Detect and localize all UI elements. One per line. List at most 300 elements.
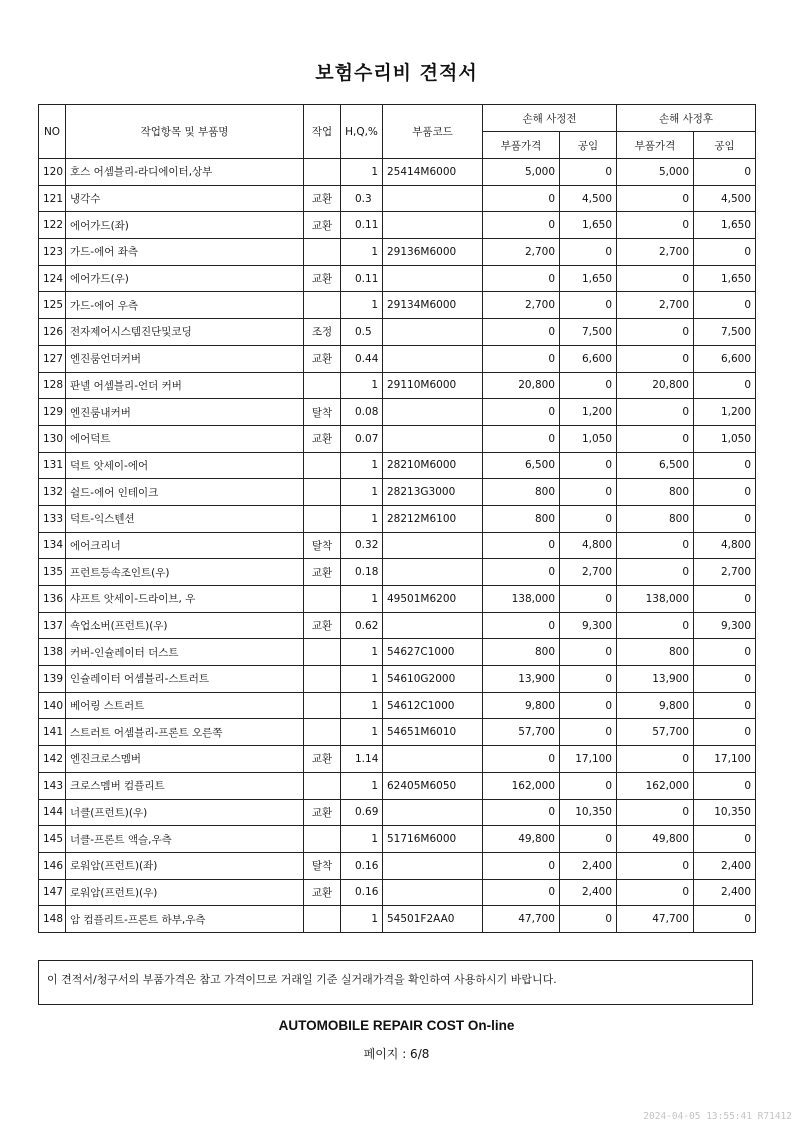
cell-before-labor: 0	[560, 372, 617, 399]
cell-hq: 1	[341, 586, 383, 613]
cell-after-part-price: 0	[617, 212, 694, 239]
cell-no: 134	[39, 532, 66, 559]
cell-item-name: 인슐레이터 어셈블리-스트러트	[66, 666, 304, 693]
cell-before-labor: 1,650	[560, 212, 617, 239]
cell-part-code	[383, 265, 483, 292]
header-before-assessment: 손해 사정전	[483, 105, 617, 132]
cell-hq: 0.08	[341, 399, 383, 426]
cell-before-part-price: 57,700	[483, 719, 560, 746]
cell-before-labor: 0	[560, 159, 617, 186]
cell-after-part-price: 5,000	[617, 159, 694, 186]
cell-before-labor: 0	[560, 906, 617, 933]
cell-after-labor: 1,200	[694, 399, 756, 426]
cell-before-part-price: 2,700	[483, 239, 560, 266]
cell-part-code	[383, 612, 483, 639]
cell-part-code: 54612C1000	[383, 692, 483, 719]
cell-before-part-price: 0	[483, 319, 560, 346]
cell-item-name: 덕트-익스텐션	[66, 505, 304, 532]
cell-work: 교환	[304, 879, 341, 906]
page-number: 페이지 : 6/8	[363, 1047, 430, 1061]
table-row	[39, 212, 756, 239]
cell-item-name: 쇽업소버(프런트)(우)	[66, 612, 304, 639]
cell-after-labor: 17,100	[694, 746, 756, 773]
cell-item-name: 에어가드(좌)	[66, 212, 304, 239]
cell-before-part-price: 0	[483, 212, 560, 239]
cell-hq: 1	[341, 826, 383, 853]
cell-before-part-price: 0	[483, 559, 560, 586]
cell-no: 126	[39, 319, 66, 346]
header-before-part-price: 부품가격	[483, 132, 560, 159]
cell-item-name: 전자제어시스템진단및코딩	[66, 319, 304, 346]
cell-no: 145	[39, 826, 66, 853]
table-row	[39, 746, 756, 773]
cell-work: 교환	[304, 612, 341, 639]
header-work: 작업	[304, 105, 341, 159]
cell-work	[304, 692, 341, 719]
cell-part-code: 54501F2AA0	[383, 906, 483, 933]
cell-after-labor: 4,500	[694, 185, 756, 212]
cell-after-labor: 2,700	[694, 559, 756, 586]
table-row	[39, 425, 756, 452]
cell-part-code: 29134M6000	[383, 292, 483, 319]
table-row	[39, 692, 756, 719]
table-row	[39, 345, 756, 372]
cell-work	[304, 772, 341, 799]
cell-hq: 0.11	[341, 265, 383, 292]
cell-after-labor: 0	[694, 692, 756, 719]
cell-hq: 1	[341, 372, 383, 399]
cell-no: 140	[39, 692, 66, 719]
cell-item-name: 엔진룸내커버	[66, 399, 304, 426]
cell-item-name: 프런트등속조인트(우)	[66, 559, 304, 586]
cell-after-part-price: 2,700	[617, 292, 694, 319]
cell-no: 146	[39, 852, 66, 879]
cell-after-part-price: 0	[617, 265, 694, 292]
cell-hq: 0.18	[341, 559, 383, 586]
cell-after-labor: 9,300	[694, 612, 756, 639]
cell-part-code	[383, 399, 483, 426]
cell-item-name: 가드-에어 우측	[66, 292, 304, 319]
cell-after-labor: 0	[694, 479, 756, 506]
cell-no: 121	[39, 185, 66, 212]
cell-before-part-price: 9,800	[483, 692, 560, 719]
cell-before-part-price: 0	[483, 185, 560, 212]
cell-work	[304, 239, 341, 266]
table-row	[39, 292, 756, 319]
cell-after-labor: 0	[694, 372, 756, 399]
table-row	[39, 719, 756, 746]
cell-item-name: 로워암(프런트)(우)	[66, 879, 304, 906]
cell-work: 교환	[304, 265, 341, 292]
cell-no: 148	[39, 906, 66, 933]
cell-item-name: 스트러트 어셈블리-프론트 오른쪽	[66, 719, 304, 746]
cell-after-labor: 1,650	[694, 212, 756, 239]
cell-part-code	[383, 559, 483, 586]
table-row	[39, 505, 756, 532]
table-row	[39, 906, 756, 933]
cell-hq: 1	[341, 719, 383, 746]
cell-before-labor: 0	[560, 826, 617, 853]
cell-no: 120	[39, 159, 66, 186]
table-row	[39, 399, 756, 426]
cell-item-name: 너클(프런트)(우)	[66, 799, 304, 826]
cell-before-labor: 0	[560, 479, 617, 506]
table-row	[39, 852, 756, 879]
cell-after-part-price: 800	[617, 639, 694, 666]
cell-after-labor: 0	[694, 666, 756, 693]
cell-part-code	[383, 532, 483, 559]
cell-hq: 0.16	[341, 879, 383, 906]
cell-before-part-price: 47,700	[483, 906, 560, 933]
cell-item-name: 에어가드(우)	[66, 265, 304, 292]
cell-after-part-price: 800	[617, 505, 694, 532]
cell-no: 144	[39, 799, 66, 826]
footer-brand: AUTOMOBILE REPAIR COST On-line	[278, 1018, 515, 1033]
notice-text: 이 견적서/청구서의 부품가격은 참고 가격이므로 거래일 기준 실거래가격을 확인하여 사용하시기 바랍니다.	[47, 973, 557, 986]
cell-work	[304, 452, 341, 479]
cell-hq: 0.62	[341, 612, 383, 639]
cell-hq: 0.3	[341, 185, 383, 212]
cell-no: 123	[39, 239, 66, 266]
cell-before-labor: 1,200	[560, 399, 617, 426]
print-timestamp: 2024-04-05 13:55:41 R71412	[643, 1111, 792, 1122]
cell-after-part-price: 138,000	[617, 586, 694, 613]
cell-hq: 0.07	[341, 425, 383, 452]
cell-hq: 1	[341, 452, 383, 479]
cell-hq: 1	[341, 505, 383, 532]
cell-item-name: 엔진룸언더커버	[66, 345, 304, 372]
cell-after-part-price: 0	[617, 612, 694, 639]
cell-item-name: 냉각수	[66, 185, 304, 212]
cell-before-part-price: 800	[483, 639, 560, 666]
cell-after-part-price: 800	[617, 479, 694, 506]
table-row	[39, 826, 756, 853]
cell-work: 탈착	[304, 532, 341, 559]
table-row	[39, 559, 756, 586]
cell-work: 조정	[304, 319, 341, 346]
cell-after-part-price: 20,800	[617, 372, 694, 399]
cell-after-labor: 1,650	[694, 265, 756, 292]
table-row	[39, 319, 756, 346]
cell-no: 130	[39, 425, 66, 452]
cell-after-part-price: 49,800	[617, 826, 694, 853]
cell-before-part-price: 0	[483, 746, 560, 773]
cell-part-code	[383, 879, 483, 906]
cell-before-labor: 0	[560, 452, 617, 479]
cell-item-name: 쉴드-에어 인테이크	[66, 479, 304, 506]
cell-after-part-price: 0	[617, 852, 694, 879]
cell-before-labor: 1,650	[560, 265, 617, 292]
cell-after-labor: 0	[694, 452, 756, 479]
cell-after-labor: 0	[694, 239, 756, 266]
cell-item-name: 샤프트 앗세이-드라이브, 우	[66, 586, 304, 613]
cell-before-part-price: 20,800	[483, 372, 560, 399]
cell-item-name: 에어덕트	[66, 425, 304, 452]
cell-after-labor: 0	[694, 159, 756, 186]
header-item: 작업항목 및 부품명	[66, 105, 304, 159]
cell-before-part-price: 800	[483, 505, 560, 532]
cell-before-part-price: 0	[483, 852, 560, 879]
cell-after-labor: 0	[694, 586, 756, 613]
cell-part-code: 54627C1000	[383, 639, 483, 666]
cell-hq: 1	[341, 692, 383, 719]
cell-after-labor: 2,400	[694, 879, 756, 906]
cell-work: 교환	[304, 425, 341, 452]
document-title: 보험수리비 견적서	[315, 62, 478, 84]
cell-work	[304, 906, 341, 933]
cell-before-labor: 1,050	[560, 425, 617, 452]
table-row	[39, 799, 756, 826]
cell-after-part-price: 2,700	[617, 239, 694, 266]
cell-hq: 1	[341, 239, 383, 266]
cell-after-part-price: 0	[617, 879, 694, 906]
cell-after-labor: 6,600	[694, 345, 756, 372]
cell-before-labor: 0	[560, 505, 617, 532]
cell-item-name: 크로스멤버 컴플리트	[66, 772, 304, 799]
cell-part-code	[383, 319, 483, 346]
cell-after-part-price: 0	[617, 399, 694, 426]
cell-after-part-price: 0	[617, 425, 694, 452]
cell-no: 128	[39, 372, 66, 399]
table-row	[39, 159, 756, 186]
cell-hq: 0.69	[341, 799, 383, 826]
table-row	[39, 265, 756, 292]
cell-before-labor: 2,400	[560, 879, 617, 906]
cell-part-code: 28213G3000	[383, 479, 483, 506]
cell-hq: 0.16	[341, 852, 383, 879]
cell-before-labor: 0	[560, 666, 617, 693]
table-row	[39, 239, 756, 266]
cell-before-part-price: 0	[483, 532, 560, 559]
cell-after-part-price: 0	[617, 559, 694, 586]
cell-before-labor: 0	[560, 292, 617, 319]
cell-part-code	[383, 212, 483, 239]
cell-hq: 1	[341, 639, 383, 666]
cell-before-part-price: 0	[483, 425, 560, 452]
cell-after-labor: 0	[694, 772, 756, 799]
cell-after-part-price: 0	[617, 799, 694, 826]
cell-after-part-price: 13,900	[617, 666, 694, 693]
header-after-assessment: 손해 사정후	[617, 105, 756, 132]
cell-hq: 1	[341, 292, 383, 319]
header-after-part-price: 부품가격	[617, 132, 694, 159]
table-row	[39, 586, 756, 613]
cell-work: 탈착	[304, 852, 341, 879]
cell-no: 124	[39, 265, 66, 292]
estimate-rows	[39, 159, 756, 933]
cell-part-code: 29110M6000	[383, 372, 483, 399]
cell-part-code: 49501M6200	[383, 586, 483, 613]
cell-work	[304, 159, 341, 186]
cell-no: 147	[39, 879, 66, 906]
cell-work	[304, 372, 341, 399]
cell-no: 137	[39, 612, 66, 639]
cell-part-code: 25414M6000	[383, 159, 483, 186]
cell-after-part-price: 57,700	[617, 719, 694, 746]
cell-after-part-price: 162,000	[617, 772, 694, 799]
table-row	[39, 452, 756, 479]
cell-after-part-price: 0	[617, 185, 694, 212]
header-no: NO	[39, 105, 66, 159]
cell-before-labor: 9,300	[560, 612, 617, 639]
cell-hq: 1	[341, 906, 383, 933]
cell-after-part-price: 0	[617, 532, 694, 559]
header-code: 부품코드	[383, 105, 483, 159]
cell-item-name: 엔진크로스멤버	[66, 746, 304, 773]
cell-before-labor: 0	[560, 639, 617, 666]
cell-item-name: 베어링 스트러트	[66, 692, 304, 719]
cell-before-labor: 10,350	[560, 799, 617, 826]
cell-part-code	[383, 185, 483, 212]
cell-item-name: 에어크리너	[66, 532, 304, 559]
cell-before-labor: 0	[560, 239, 617, 266]
cell-work	[304, 505, 341, 532]
cell-part-code: 54651M6010	[383, 719, 483, 746]
cell-before-labor: 6,600	[560, 345, 617, 372]
cell-work: 교환	[304, 799, 341, 826]
cell-no: 139	[39, 666, 66, 693]
cell-after-labor: 0	[694, 826, 756, 853]
cell-before-labor: 2,700	[560, 559, 617, 586]
cell-no: 142	[39, 746, 66, 773]
cell-work: 교환	[304, 559, 341, 586]
cell-after-part-price: 6,500	[617, 452, 694, 479]
cell-after-labor: 2,400	[694, 852, 756, 879]
cell-no: 135	[39, 559, 66, 586]
cell-no: 143	[39, 772, 66, 799]
table-row	[39, 612, 756, 639]
cell-before-part-price: 800	[483, 479, 560, 506]
cell-work: 교환	[304, 185, 341, 212]
cell-after-labor: 0	[694, 906, 756, 933]
cell-after-part-price: 0	[617, 746, 694, 773]
cell-item-name: 너클-프론트 액슬,우측	[66, 826, 304, 853]
cell-after-part-price: 0	[617, 345, 694, 372]
cell-hq: 0.11	[341, 212, 383, 239]
cell-before-labor: 0	[560, 719, 617, 746]
cell-before-labor: 0	[560, 772, 617, 799]
cell-before-part-price: 0	[483, 879, 560, 906]
cell-part-code: 54610G2000	[383, 666, 483, 693]
cell-after-labor: 4,800	[694, 532, 756, 559]
cell-before-part-price: 2,700	[483, 292, 560, 319]
cell-no: 129	[39, 399, 66, 426]
cell-after-part-price: 47,700	[617, 906, 694, 933]
cell-after-labor: 1,050	[694, 425, 756, 452]
cell-before-part-price: 5,000	[483, 159, 560, 186]
cell-before-part-price: 0	[483, 799, 560, 826]
table-row	[39, 879, 756, 906]
cell-before-part-price: 49,800	[483, 826, 560, 853]
cell-item-name: 덕트 앗세이-에어	[66, 452, 304, 479]
cell-no: 132	[39, 479, 66, 506]
cell-hq: 1.14	[341, 746, 383, 773]
cell-part-code	[383, 425, 483, 452]
cell-after-part-price: 0	[617, 319, 694, 346]
cell-before-part-price: 0	[483, 345, 560, 372]
cell-before-labor: 4,500	[560, 185, 617, 212]
table-row	[39, 479, 756, 506]
cell-work: 교환	[304, 212, 341, 239]
cell-work: 탈착	[304, 399, 341, 426]
cell-part-code	[383, 852, 483, 879]
cell-part-code	[383, 799, 483, 826]
cell-after-labor: 10,350	[694, 799, 756, 826]
cell-item-name: 커버-인슐레이터 더스트	[66, 639, 304, 666]
cell-part-code	[383, 746, 483, 773]
cell-after-part-price: 9,800	[617, 692, 694, 719]
table-row	[39, 185, 756, 212]
cell-hq: 1	[341, 479, 383, 506]
cell-before-part-price: 162,000	[483, 772, 560, 799]
cell-work	[304, 826, 341, 853]
cell-no: 122	[39, 212, 66, 239]
cell-work	[304, 292, 341, 319]
cell-part-code: 28210M6000	[383, 452, 483, 479]
cell-no: 138	[39, 639, 66, 666]
cell-after-labor: 0	[694, 292, 756, 319]
cell-hq: 0.44	[341, 345, 383, 372]
cell-before-labor: 17,100	[560, 746, 617, 773]
cell-no: 133	[39, 505, 66, 532]
cell-work	[304, 719, 341, 746]
table-row	[39, 532, 756, 559]
cell-before-part-price: 13,900	[483, 666, 560, 693]
cell-before-part-price: 0	[483, 265, 560, 292]
cell-after-labor: 0	[694, 719, 756, 746]
cell-part-code: 28212M6100	[383, 505, 483, 532]
estimate-table	[38, 104, 756, 933]
cell-no: 136	[39, 586, 66, 613]
header-before-labor: 공임	[560, 132, 617, 159]
notice-box	[38, 960, 753, 1005]
cell-work	[304, 666, 341, 693]
header-hq: H,Q,%	[341, 105, 383, 159]
cell-work	[304, 586, 341, 613]
cell-no: 127	[39, 345, 66, 372]
cell-hq: 1	[341, 772, 383, 799]
cell-hq: 1	[341, 159, 383, 186]
cell-before-part-price: 0	[483, 399, 560, 426]
cell-before-part-price: 0	[483, 612, 560, 639]
cell-no: 141	[39, 719, 66, 746]
cell-before-labor: 7,500	[560, 319, 617, 346]
cell-after-labor: 0	[694, 639, 756, 666]
cell-hq: 0.32	[341, 532, 383, 559]
cell-item-name: 판넬 어셈블리-언더 커버	[66, 372, 304, 399]
cell-part-code: 62405M6050	[383, 772, 483, 799]
cell-before-part-price: 6,500	[483, 452, 560, 479]
cell-part-code: 51716M6000	[383, 826, 483, 853]
cell-no: 131	[39, 452, 66, 479]
cell-before-labor: 0	[560, 586, 617, 613]
cell-item-name: 호스 어셈블리-라디에이터,상부	[66, 159, 304, 186]
cell-part-code: 29136M6000	[383, 239, 483, 266]
cell-work: 교환	[304, 345, 341, 372]
cell-part-code	[383, 345, 483, 372]
cell-no: 125	[39, 292, 66, 319]
cell-item-name: 암 컴플리트-프론트 하부,우측	[66, 906, 304, 933]
cell-before-part-price: 138,000	[483, 586, 560, 613]
cell-before-labor: 2,400	[560, 852, 617, 879]
cell-before-labor: 4,800	[560, 532, 617, 559]
cell-work: 교환	[304, 746, 341, 773]
cell-before-labor: 0	[560, 692, 617, 719]
cell-after-labor: 0	[694, 505, 756, 532]
cell-hq: 0.5	[341, 319, 383, 346]
header-after-labor: 공임	[694, 132, 756, 159]
cell-item-name: 로워암(프런트)(좌)	[66, 852, 304, 879]
